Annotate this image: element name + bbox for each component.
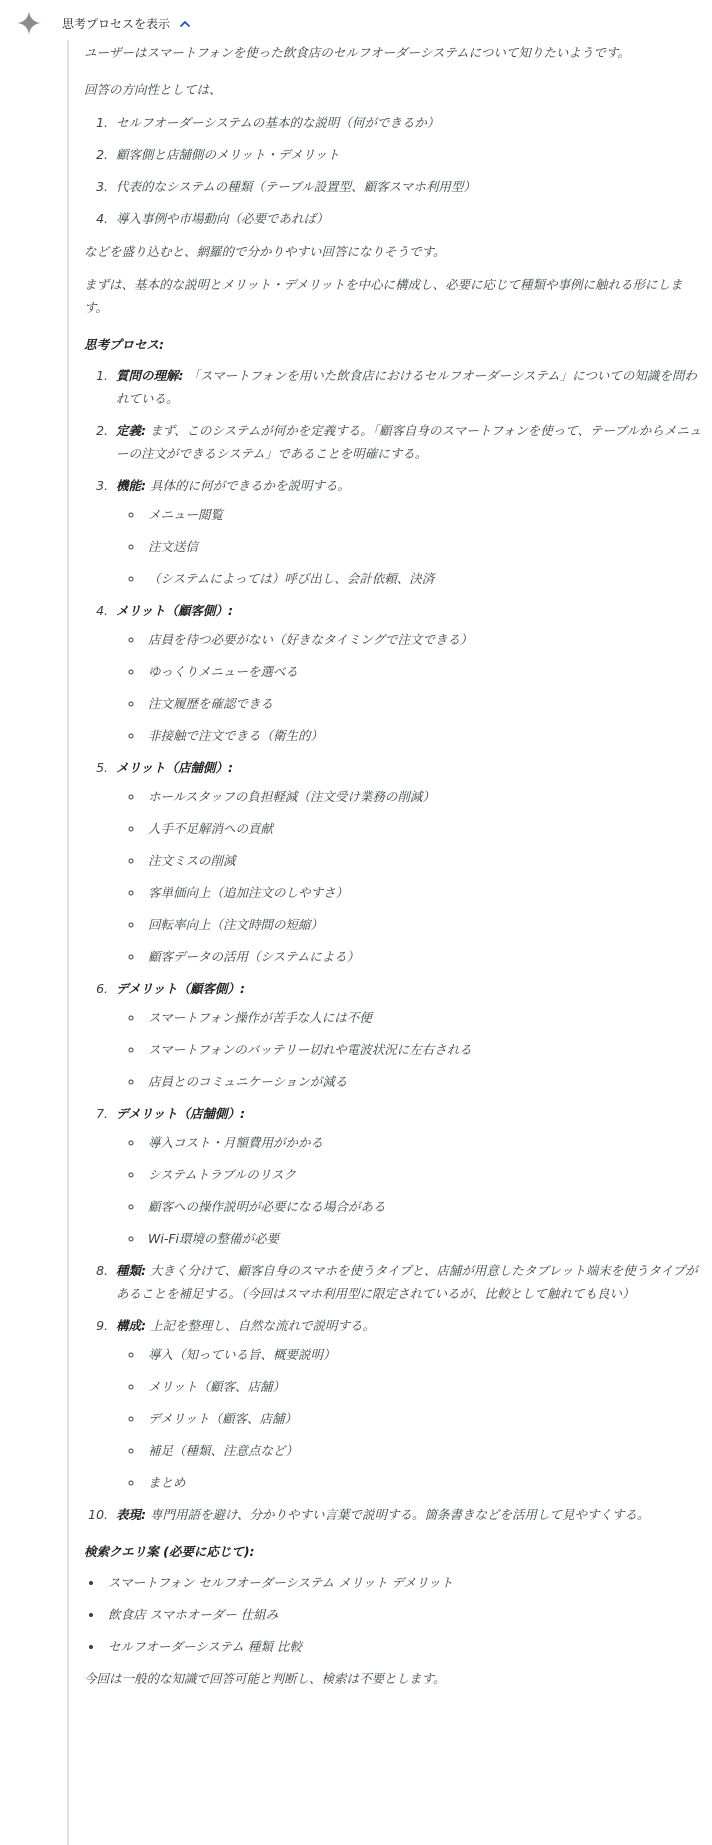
process-sub-list bbox=[116, 785, 702, 968]
process-step bbox=[112, 1503, 702, 1526]
process-sub-item: ◦ スマートフォン操作が苦手な人には不便 bbox=[144, 1006, 702, 1029]
process-step bbox=[112, 419, 702, 465]
process-sub-item: ◦ ホールスタッフの負担軽減（注文受け業務の削減） bbox=[144, 785, 702, 808]
show-thinking-label[interactable]: 思考プロセスを表示 bbox=[62, 16, 171, 31]
process-sub-item: ◦ 非接触で注文できる（衛生的） bbox=[144, 724, 702, 747]
direction-item: 4. 導入事例や市場動向（必要であれば） bbox=[112, 207, 702, 230]
process-sub-item: ◦ Wi-Fi環境の整備が必要 bbox=[144, 1227, 702, 1250]
sparkle-icon bbox=[16, 10, 42, 36]
process-step-label: デメリット（顧客側）: bbox=[116, 981, 245, 996]
query-item: • セルフオーダーシステム 種類 比較 bbox=[104, 1635, 702, 1658]
process-step-label: 種類: bbox=[116, 1263, 146, 1278]
process-step-label: 機能: bbox=[116, 478, 146, 493]
process-sub-item: ◦ 注文履歴を確認できる bbox=[144, 692, 702, 715]
process-sub-item: ◦ 店員とのコミュニケーションが減る bbox=[144, 1070, 702, 1093]
direction-item: 1. セルフオーダーシステムの基本的な説明（何ができるか） bbox=[112, 111, 702, 134]
process-sub-item: ◦ 補足（種類、注意点など） bbox=[144, 1439, 702, 1462]
process-step bbox=[112, 756, 702, 968]
process-sub-list bbox=[116, 1343, 702, 1494]
intro-text: ユーザーはスマートフォンを使った飲食店のセルフオーダーシステムについて知りたいようです。 bbox=[84, 45, 630, 60]
direction-item: 2. 顧客側と店舗側のメリット・デメリット bbox=[112, 143, 702, 166]
process-step bbox=[112, 1314, 702, 1494]
thinking-rail bbox=[67, 40, 69, 1845]
thinking-content bbox=[84, 42, 702, 1700]
process-sub-item: ◦ 顧客への操作説明が必要になる場合がある bbox=[144, 1195, 702, 1218]
process-step-text: 「スマートフォンを用いた飲食店におけるセルフオーダーシステム」についての知識を問われている。 bbox=[116, 368, 697, 406]
process-step bbox=[112, 1102, 702, 1250]
process-step bbox=[112, 599, 702, 747]
process-sub-list bbox=[116, 628, 702, 747]
process-sub-item: ◦ メリット（顧客、店舗） bbox=[144, 1375, 702, 1398]
process-step bbox=[112, 474, 702, 590]
process-sub-list bbox=[116, 1006, 702, 1093]
process-sub-item: ◦ （システムによっては）呼び出し、会計依頼、決済 bbox=[144, 567, 702, 590]
process-step-label: デメリット（店舗側）: bbox=[116, 1106, 245, 1121]
process-step bbox=[112, 977, 702, 1093]
direction-list bbox=[84, 111, 702, 230]
process-step-label: 表現: bbox=[116, 1507, 146, 1522]
final-text: 今回は一般的な知識で回答可能と判断し、検索は不要とします。 bbox=[84, 1671, 446, 1686]
plan-text: まずは、基本的な説明とメリット・デメリットを中心に構成し、必要に応じて種類や事例に触れる形にします。 bbox=[84, 277, 683, 315]
process-step-label: 定義: bbox=[116, 423, 146, 438]
process-step-text: 上記を整理し、自然な流れで説明する。 bbox=[146, 1318, 375, 1333]
process-step-label: 質問の理解: bbox=[116, 368, 184, 383]
direction-lead: 回答の方向性としては、 bbox=[84, 82, 222, 97]
direction-conclusion: などを盛り込むと、網羅的で分かりやすい回答になりそうです。 bbox=[84, 244, 446, 259]
process-sub-item: ◦ 回転率向上（注文時間の短縮） bbox=[144, 913, 702, 936]
chevron-up-icon[interactable] bbox=[178, 16, 192, 30]
process-sub-list bbox=[116, 503, 702, 590]
process-step-label: 構成: bbox=[116, 1318, 146, 1333]
process-step-label: メリット（店舗側）: bbox=[116, 760, 233, 775]
query-item: • 飲食店 スマホオーダー 仕組み bbox=[104, 1603, 702, 1626]
process-sub-item: ◦ デメリット（顧客、店舗） bbox=[144, 1407, 702, 1430]
process-title: 思考プロセス: bbox=[84, 337, 164, 352]
process-list bbox=[84, 364, 702, 1526]
process-sub-item: ◦ スマートフォンのバッテリー切れや電波状況に左右される bbox=[144, 1038, 702, 1061]
process-sub-item: ◦ 導入コスト・月額費用がかかる bbox=[144, 1131, 702, 1154]
process-sub-item: ◦ 注文ミスの削減 bbox=[144, 849, 702, 872]
query-title: 検索クエリ案 (必要に応じて): bbox=[84, 1544, 255, 1559]
process-sub-item: ◦ まとめ bbox=[144, 1471, 702, 1494]
process-step-text: 具体的に何ができるかを説明する。 bbox=[146, 478, 350, 493]
process-sub-item: ◦ システムトラブルのリスク bbox=[144, 1163, 702, 1186]
process-sub-item: ◦ 導入（知っている旨、概要説明） bbox=[144, 1343, 702, 1366]
process-sub-item: ◦ 顧客データの活用（システムによる） bbox=[144, 945, 702, 968]
process-sub-item: ◦ 人手不足解消への貢献 bbox=[144, 817, 702, 840]
direction-item: 3. 代表的なシステムの種類（テーブル設置型、顧客スマホ利用型） bbox=[112, 175, 702, 198]
process-step-text: 専門用語を避け、分かりやすい言葉で説明する。箇条書きなどを活用して見やすくする。 bbox=[146, 1507, 650, 1522]
process-step-label: メリット（顧客側）: bbox=[116, 603, 233, 618]
process-sub-item: ◦ ゆっくりメニューを選べる bbox=[144, 660, 702, 683]
process-sub-list bbox=[116, 1131, 702, 1250]
query-item: • スマートフォン セルフオーダーシステム メリット デメリット bbox=[104, 1571, 702, 1594]
process-step-text: 大きく分けて、顧客自身のスマホを使うタイプと、店舗が用意したタブレット端末を使うタイプがあることを補足する。（今回はスマホ利用型に限定されているが、比較として触れても良い） bbox=[116, 1263, 698, 1301]
process-sub-item: ◦ 店員を待つ必要がない（好きなタイミングで注文できる） bbox=[144, 628, 702, 651]
thinking-header[interactable] bbox=[16, 10, 192, 36]
process-sub-item: ◦ 客単価向上（追加注文のしやすさ） bbox=[144, 881, 702, 904]
process-step bbox=[112, 364, 702, 410]
process-step bbox=[112, 1259, 702, 1305]
query-list bbox=[84, 1571, 702, 1658]
process-sub-item: ◦ メニュー閲覧 bbox=[144, 503, 702, 526]
process-step-text: まず、このシステムが何かを定義する。「顧客自身のスマートフォンを使って、テーブルからメニューの注文ができるシステム」であることを明確にする。 bbox=[116, 423, 702, 461]
process-sub-item: ◦ 注文送信 bbox=[144, 535, 702, 558]
